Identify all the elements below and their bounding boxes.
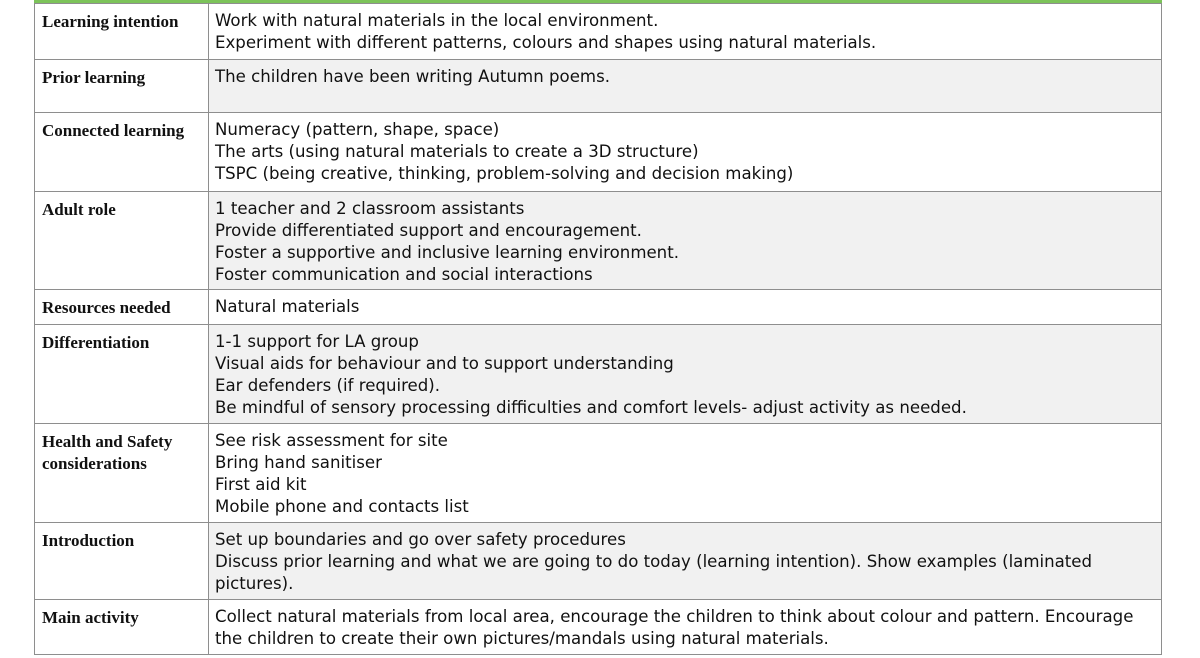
row-label-text: Main activity: [42, 608, 139, 627]
content-line: The arts (using natural materials to create a 3D structure): [215, 142, 699, 161]
content-line: Experiment with different patterns, colours and shapes using natural materials.: [215, 33, 877, 52]
lesson-plan-table: [34, 3, 1162, 655]
row-content: [209, 60, 1162, 113]
row-label: [35, 290, 209, 325]
row-label: [35, 523, 209, 600]
row-content: [209, 113, 1162, 192]
row-label-text: Learning intention: [42, 12, 179, 31]
table-row: [35, 60, 1162, 113]
content-line: Numeracy (pattern, shape, space): [215, 120, 500, 139]
row-content: [209, 523, 1162, 600]
row-label: [35, 424, 209, 523]
content-line: Mobile phone and contacts list: [215, 497, 469, 516]
row-content: [209, 290, 1162, 325]
content-line: Set up boundaries and go over safety procedures: [215, 530, 626, 549]
row-label: [35, 600, 209, 655]
row-label-text: Health and Safety considerations: [42, 432, 173, 473]
content-line: Work with natural materials in the local environment.: [215, 11, 659, 30]
row-content: [209, 4, 1162, 60]
row-label: [35, 113, 209, 192]
table-row: [35, 325, 1162, 424]
content-line: Be mindful of sensory processing difficulties and comfort levels- adjust activity as needed.: [215, 398, 967, 417]
table-row: [35, 600, 1162, 655]
row-content: [209, 325, 1162, 424]
row-label: [35, 192, 209, 290]
table-row: [35, 192, 1162, 290]
content-line: 1-1 support for LA group: [215, 332, 419, 351]
content-line: Bring hand sanitiser: [215, 453, 382, 472]
content-line: See risk assessment for site: [215, 431, 448, 450]
content-line: the children to create their own pictures/mandals using natural materials.: [215, 629, 829, 648]
row-label-text: Introduction: [42, 531, 135, 550]
content-line: Collect natural materials from local area, encourage the children to think about colour and pattern. Encourage: [215, 607, 1134, 626]
row-content: [209, 192, 1162, 290]
table-row: [35, 4, 1162, 60]
content-line: Ear defenders (if required).: [215, 376, 441, 395]
row-content: [209, 600, 1162, 655]
row-label-text: Prior learning: [42, 68, 146, 87]
row-label: [35, 325, 209, 424]
content-line: Discuss prior learning and what we are going to do today (learning intention). Show examples (laminated: [215, 552, 1093, 571]
content-line: The children have been writing Autumn poems.: [215, 67, 610, 86]
content-line: Provide differentiated support and encouragement.: [215, 221, 642, 240]
content-line: Natural materials: [215, 297, 360, 316]
table-row: [35, 113, 1162, 192]
row-label: [35, 4, 209, 60]
content-line: Visual aids for behaviour and to support understanding: [215, 354, 674, 373]
content-line: pictures).: [215, 574, 294, 593]
content-line: First aid kit: [215, 475, 307, 494]
row-label-text: Resources needed: [42, 298, 171, 317]
content-line: Foster communication and social interactions: [215, 265, 593, 284]
table-row: [35, 424, 1162, 523]
row-label-text: Adult role: [42, 200, 116, 219]
content-line: Foster a supportive and inclusive learning environment.: [215, 243, 679, 262]
table-row: [35, 290, 1162, 325]
row-label: [35, 60, 209, 113]
table-row: [35, 523, 1162, 600]
content-line: TSPC (being creative, thinking, problem-solving and decision making): [215, 164, 794, 183]
row-content: [209, 424, 1162, 523]
content-line: 1 teacher and 2 classroom assistants: [215, 199, 525, 218]
row-label-text: Differentiation: [42, 333, 150, 352]
row-label-text: Connected learning: [42, 121, 185, 140]
